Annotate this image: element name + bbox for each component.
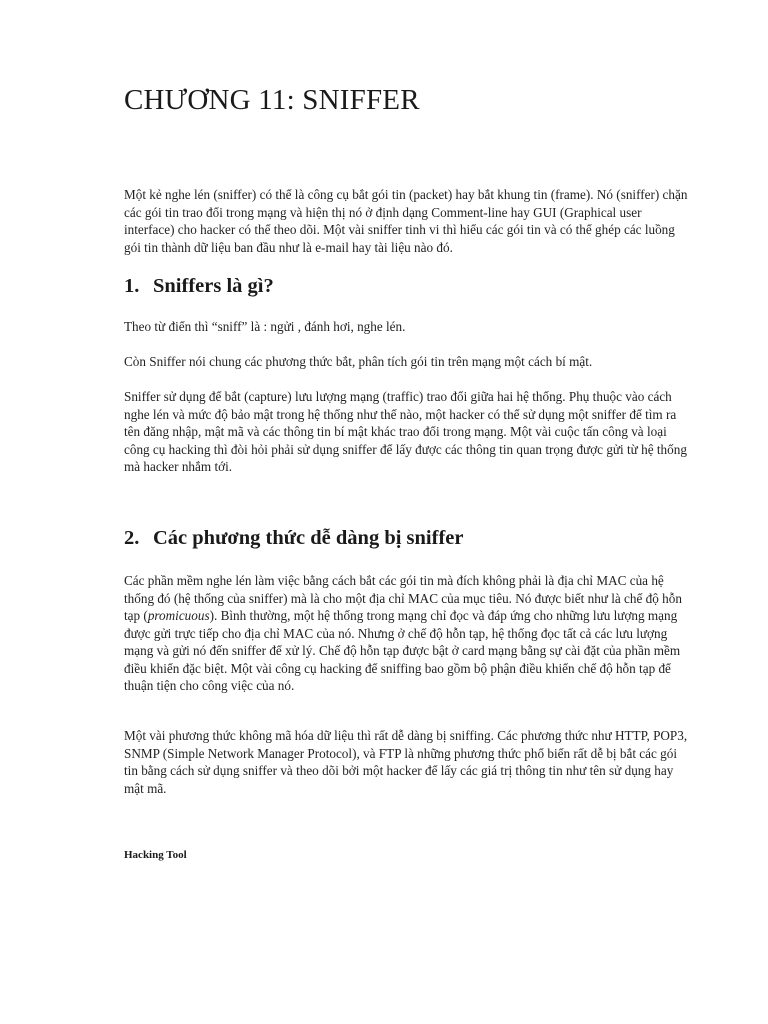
- section-2-heading: [124, 527, 463, 550]
- section-2-number: 2.: [124, 527, 140, 549]
- chapter-title: CHƯƠNG 11: SNIFFER: [124, 84, 420, 116]
- section-1-paragraph-2: Còn Sniffer nói chung các phương thức bắt, phân tích gói tin trên mạng một cách bí mật.: [124, 354, 593, 369]
- section-2-paragraph-2: Một vài phương thức không mã hóa dữ liệu thì rất dễ dàng bị sniffing. Các phương thức như HTTP, POP3, SNMP (Simple Network Manager Protocol), và FTP là những phương thức phổ biến rất dễ bị bắt các gói tin bằng cách sử dụng sniffer và theo dõi bởi một hacker để lấy các giá trị thông tin như tên sử dụng hay mật mã.: [124, 728, 688, 796]
- hacking-tool-label: Hacking Tool: [124, 849, 187, 861]
- section-1-paragraph-1: Theo từ điển thì “sniff” là : ngửi , đánh hơi, nghe lén.: [124, 319, 406, 334]
- section-2-paragraph-1: [124, 572, 690, 695]
- section-2-paragraph-1-text-a: Các phần mềm nghe lén làm việc bằng cách bắt các gói tin mà đích không phải là địa chỉ MAC của hệ thống đó (hệ thống của sniffer) mà là cho một địa chỉ MAC của mục tiêu. Nó được biết như là chế độ hỗn tạp (: [124, 573, 682, 623]
- intro-paragraph: Một kẻ nghe lén (sniffer) có thể là công cụ bắt gói tin (packet) hay bắt khung tin (frame). Nó (sniffer) chặn các gói tin trao đổi trong mạng và hiện thị nó ở định dạng Comment-line hay GUI (Graphical user interface) cho hacker có thể theo dõi. Một vài sniffer tinh vi thì hiểu các gói tin và có thể ghép các luồng gói tin thành dữ liệu ban đầu như là e-mail hay tài liệu nào đó.: [124, 187, 688, 255]
- section-2-paragraph-1-text-b: ). Bình thường, một hệ thống trong mạng chỉ đọc và đáp ứng cho những lưu lượng mạng được gửi trực tiếp cho địa chỉ MAC của nó. Nhưng ở chế độ hỗn tạp, hệ thống đọc tất cả các lưu lượng mạng và gửi nó đến sniffer để xử lý. Chế độ hỗn tạp được bật ở card mạng bằng sự cài đặt của phần mềm điều khiển đặc biệt. Một vài công cụ hacking để sniffing bao gồm bộ phận điều khiển chế độ hỗn tạp để thuận tiện cho công việc của nó.: [124, 608, 681, 693]
- section-1-heading: [124, 275, 274, 298]
- section-2-title: Các phương thức dễ dàng bị sniffer: [153, 527, 464, 549]
- section-1-title: Sniffers là gì?: [153, 275, 274, 297]
- section-1-number: 1.: [124, 275, 140, 297]
- promiscuous-term: promicuous: [147, 608, 210, 623]
- section-1-paragraph-3: Sniffer sử dụng để bắt (capture) lưu lượng mạng (traffic) trao đổi giữa hai hệ thống. Phụ thuộc vào cách nghe lén và mức độ bảo mật trong hệ thống như thế nào, một hacker có thể sử dụng một sniffer để tìm ra tên đăng nhập, mật mã và các thông tin bí mật khác trao đổi trong mạng. Một vài cuộc tấn công và loại công cụ hacking thì đòi hỏi phải sử dụng sniffer để lấy được các thông tin quan trọng được gửi từ hệ thống mà hacker nhắm tới.: [124, 389, 687, 474]
